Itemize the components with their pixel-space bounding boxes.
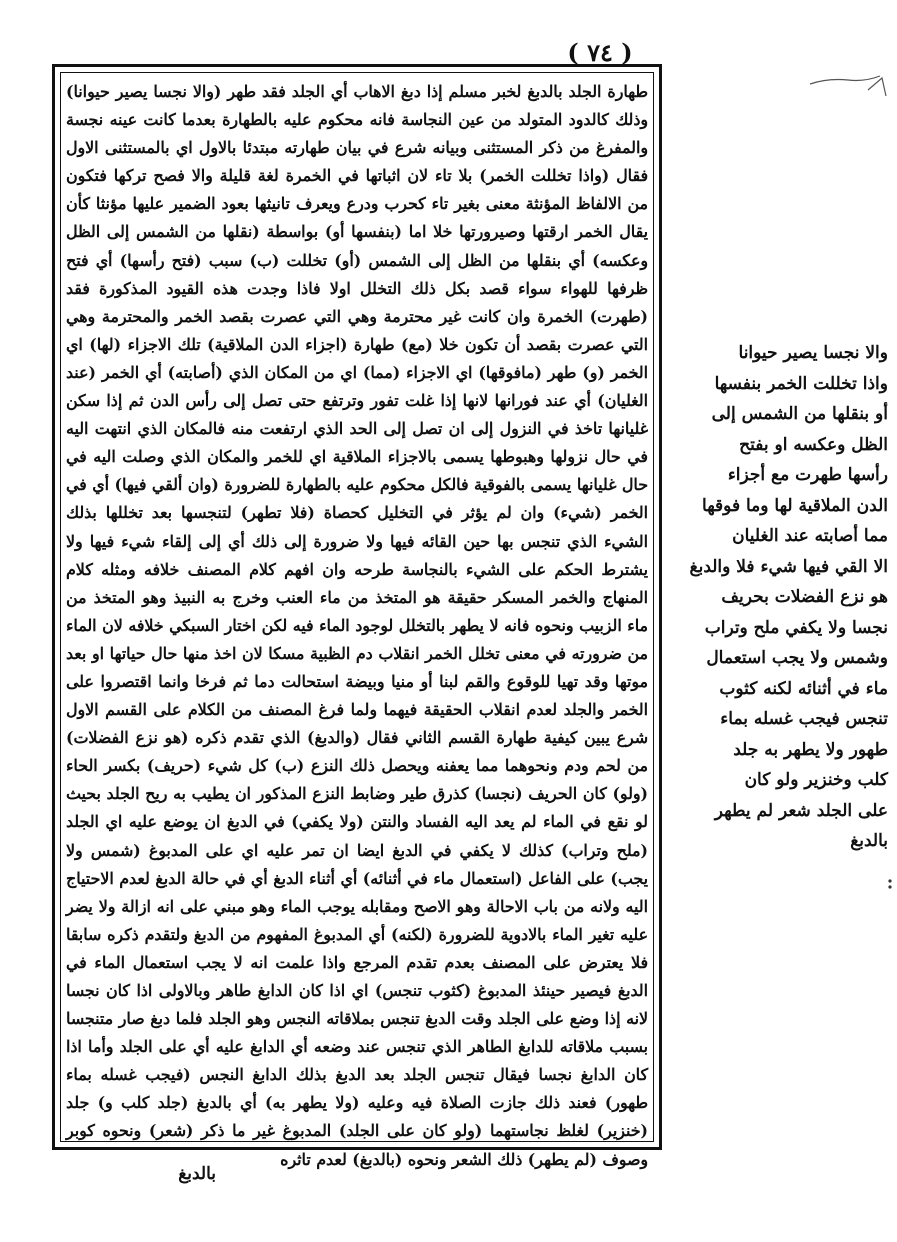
margin-line: واذا تخللت الخمر بنفسها bbox=[714, 373, 888, 394]
margin-line: هو نزع الفضلات بحريف bbox=[721, 587, 888, 607]
margin-line: رأسها طهرت مع أجزاء bbox=[727, 465, 888, 485]
catchword: بالدبغ bbox=[178, 1164, 216, 1184]
margin-line: الا القي فيها شيء فلا والدبغ bbox=[689, 556, 888, 577]
margin-line: طهور ولا يطهر به جلد bbox=[733, 739, 888, 760]
margin-line: الدن الملاقية لها وما فوقها bbox=[702, 495, 888, 516]
margin-line: كلب وخنزير ولو كان bbox=[744, 770, 888, 790]
margin-line: ماء في أثنائه لكنه كثوب bbox=[719, 678, 888, 699]
margin-line: نجسا ولا يكفي ملح وتراب bbox=[704, 617, 888, 638]
margin-line: بالدبغ bbox=[850, 831, 888, 851]
edge-dot-mark bbox=[886, 878, 894, 890]
margin-line: على الجلد شعر لم يطهر bbox=[714, 800, 888, 821]
margin-matn-text bbox=[670, 338, 888, 878]
main-paragraph: طهارة الجلد بالدبغ لخبر مسلم إذا دبغ الاهاب أي الجلد فقد طهر (والا نجسا يصير حيوانا) وذلك كالدود المتولد من عين النجاسة فانه محكوم عليه بالطهارة بعدما كانت عينه نجسة والمفرغ من ذكر المستثنى وبيانه شرع في بيان طهارته مبتدئا بالاول اي بالمستثنى الاول فقال (واذا تخللت الخمر) بلا تاء لان اثباتها في الخمرة لغة قليلة والا فصح تركها فتكون من الالفاظ المؤنثة معنى بغير تاء كحرب ودرع ويعرف تانيثها بعود الضمير عليها مؤنثا كأن يقال الخمر ارقتها وصيرورتها خلا اما (بنفسها أو) بواسطة (نقلها من الشمس إلى الظل وعكسه) أي بنقلها من الظل إلى الشمس (أو) تخللت (ب) سبب (فتح رأسها) أي فتح ظرفها للهواء سواء قصد بكل ذلك التخلل اولا فاذا وجدت هذه القيود المذكورة فقد (طهرت) الخمرة وان كانت غير محترمة وهي التي عصرت بقصد الخمر والمحترمة وهي التي عصرت بقصد أن تكون خلا (مع) طهارة (اجزاء الدن الملاقية) تلك الاجزاء (لها) اي الخمر (و) طهر (مافوقها) اي الاجزاء (مما) اي من المكان الذي (أصابته) أي الخمر (عند الغليان) أي عند فورانها لانها إذا غلت تفور وترتفع حتى تصل إلى رأس الدن ثم إذا سكن غليانها تاخذ في النزول إلى ان تصل إلى الحد الذي ارتفعت منه فالمكان الذي انتهت اليه في حال نزولها وهبوطها يسمى بالاجزاء الملاقية اي للخمر والمكان الذي وصلت اليه في حال غليانها يسمى بالفوقية فالكل محكوم عليه بالطهارة للضرورة (وان ألقي فيها) أي في الخمر (شيء) وان لم يؤثر في التخليل كحصاة (فلا تطهر) لتنجسها بعد تخللها بذلك الشيء الذي تنجس بها حين القائه فيها ولا ضرورة إلى ذلك أي إلى إلقاء شيء فيها ولا يشترط الحكم على الشيء بالنجاسة طرحه وان افهم كلام المصنف خلافه ومثله كلام المنهاج والخمر المسكر حقيقة هو المتخذ من ماء العنب وخرج به النبيذ وهو المتخذ من ماء الزبيب ونحوه فانه لا يطهر بالتخلل لوجود الماء فيه لكن اختار السبكي خلافه لان الماء من ضرورته في معنى تخلل الخمر انقلاب دم الظبية مسكا لان اخذ منها حال حياتها او بعد موتها وقد تهيا للوقوع والقم لبنا أو منيا وبيضة استحالت دما ثم فرخا وانما اقتصروا على الخمر والجلد لعدم انقلاب الحقيقة فيهما ولما فرغ المصنف من الكلام على القسم الاول شرع يبين كيفية طهارة القسم الثاني فقال (والدبغ) الذي تقدم ذكره (هو نزع الفضلات) من لحم ودم ونحوهما مما يعفنه ويحصل ذلك النزع (ب) كل شيء (حريف) بكسر الحاء (ولو) كان الحريف (نجسا) كذرق طير وضابط النزع المذكور ان يطيب به ريح الجلد بحيث لو نقع في الماء لم يعد اليه الفساد والنتن (ولا يكفي) في الدبغ ان يوضع عليه اي الجلد (ملح وتراب) كذلك لا يكفي في الدبغ ايضا ان تمر عليه اي على المدبوغ (شمس ولا يجب) على الفاعل (استعمال ماء في أثنائه) أي أثناء الدبغ أي في حالة الدبغ لعدم الاحتياج اليه ولانه من باب الاحالة وهو الاصح ومقابله يوجب الماء وهو مبني على انه ازالة ولا يضر عليه تغير الماء بالادوية للضرورة (لكنه) أي المدبوغ المفهوم من الدبغ ولتقدم ذكره سابقا فلا يعترض على المصنف بعدم تقدم المرجع واذا علمت انه لا يجب استعمال الماء في الدبغ فيصير حينئذ المدبوغ (كثوب تنجس) اي اذا كان الدابغ طاهر وبالاولى اذا كان نجسا لانه إذا وضع على الجلد وقت الدبغ تنجس بملاقاته النجس وهو الجلد فلما دبغ صار متنجسا بسبب ملاقاته للدابغ الطاهر الذي تنجس عند وضعه أي الدابغ عليه أي على الجلد وأما اذا كان الدابغ نجسا فيقال تنجس الجلد بعد الدبغ بذلك الدابغ النجس (فيجب غسله بماء طهور) فعند ذلك جازت الصلاة فيه وعليه (ولا يطهر به) أي بالدبغ (جلد كلب و) جلد (خنزير) لغلظ نجاستهما (ولو كان على الجلد) المدبوغ غير ما ذكر (شعر) ونحوه كوبر وصوف (لم يطهر) ذلك الشعر ونحوه (بالدبغ) لعدم تاثره bbox=[66, 82, 648, 1169]
pen-stroke-mark bbox=[808, 68, 888, 104]
margin-line: الظل وعكسه او بفتح bbox=[739, 434, 888, 455]
page-number: ( ٧٤ ) bbox=[567, 38, 633, 67]
margin-line: تنجس فيجب غسله بماء bbox=[720, 709, 888, 729]
margin-line: أو بنقلها من الشمس إلى bbox=[711, 404, 888, 424]
margin-line: مما أصابته عند الغليان bbox=[732, 526, 888, 546]
margin-line: وشمس ولا يجب استعمال bbox=[706, 648, 888, 668]
main-commentary-text bbox=[66, 78, 648, 1169]
margin-line: والا نجسا يصير حيوانا bbox=[738, 343, 888, 363]
